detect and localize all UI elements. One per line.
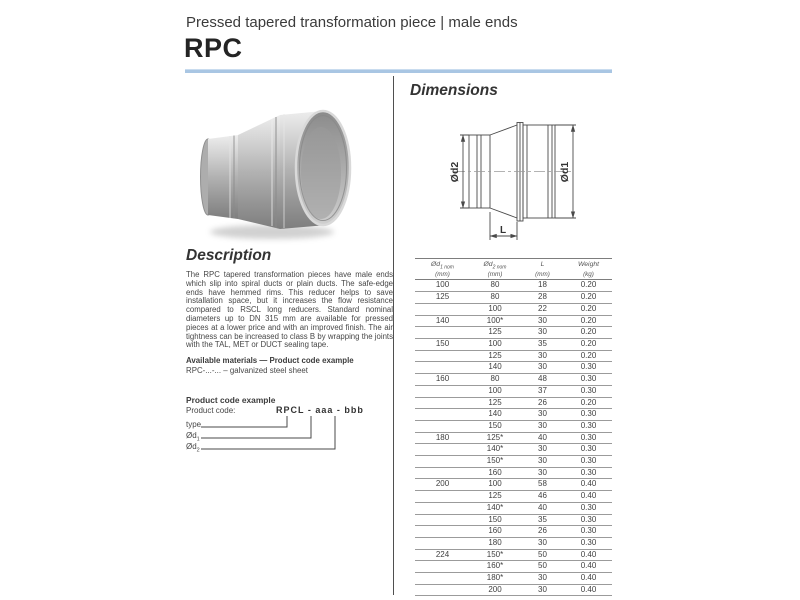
table-cell: 0.40: [565, 549, 612, 561]
table-row: [415, 479, 612, 491]
table-row: [415, 292, 612, 304]
table-cell: 125: [470, 350, 520, 362]
table-cell: 0.20: [565, 327, 612, 339]
product-code-heading: Product code example: [186, 395, 276, 405]
table-cell: 100: [470, 479, 520, 491]
table-cell: 35: [520, 514, 565, 526]
table-row: [415, 327, 612, 339]
table-row: [415, 420, 612, 432]
table-row: [415, 514, 612, 526]
table-cell: [415, 409, 470, 421]
table-row: [415, 350, 612, 362]
table-cell: 26: [520, 397, 565, 409]
legend-type-label: [186, 420, 201, 432]
table-cell: 40: [520, 502, 565, 514]
table-cell: 150: [470, 514, 520, 526]
table-cell: 125: [415, 292, 470, 304]
table-cell: 30: [520, 444, 565, 456]
table-row: [415, 549, 612, 561]
table-cell: 80: [470, 280, 520, 292]
table-row: [415, 537, 612, 549]
page-title: RPC: [184, 33, 243, 63]
materials-heading: Available materials — Product code example: [186, 356, 354, 365]
table-cell: 46: [520, 491, 565, 503]
materials-line: RPC-...-... – galvanized steel sheet: [186, 366, 308, 375]
page-subtitle: Pressed tapered transformation piece | male ends: [186, 14, 518, 31]
table-cell: 100: [470, 385, 520, 397]
table-cell: 0.20: [565, 350, 612, 362]
table-cell: 150*: [470, 549, 520, 561]
table-cell: 0.40: [565, 491, 612, 503]
accent-rule: [185, 69, 612, 73]
legend-d1-text: Ød: [186, 431, 197, 440]
table-cell: [415, 327, 470, 339]
col-header-d1: [415, 259, 470, 280]
table-row: [415, 397, 612, 409]
table-cell: 80: [470, 374, 520, 386]
table-cell: 0.30: [565, 537, 612, 549]
technical-drawing: [438, 106, 592, 251]
table-row: [415, 502, 612, 514]
col-header-length-unit: (mm): [535, 270, 550, 278]
dimensions-table: [415, 258, 612, 596]
col-header-d2-unit: (mm): [487, 270, 503, 278]
table-cell: 140*: [470, 444, 520, 456]
table-cell: 0.20: [565, 280, 612, 292]
col-header-length-main: L: [540, 261, 545, 268]
dimensions-table-body: [415, 280, 612, 596]
table-cell: [415, 385, 470, 397]
product-code-connector-lines: [184, 404, 354, 459]
table-cell: 125*: [470, 432, 520, 444]
table-row: [415, 456, 612, 468]
table-cell: 30: [520, 327, 565, 339]
table-cell: [415, 502, 470, 514]
table-cell: 125: [470, 491, 520, 503]
table-cell: 224: [415, 549, 470, 561]
table-cell: 30: [520, 350, 565, 362]
table-cell: 140*: [470, 502, 520, 514]
photo-shadow: [210, 225, 334, 239]
table-cell: 180*: [470, 573, 520, 585]
table-cell: [415, 573, 470, 585]
table-cell: 150*: [470, 456, 520, 468]
table-cell: 22: [520, 303, 565, 315]
table-cell: 180: [470, 537, 520, 549]
table-cell: 0.30: [565, 385, 612, 397]
table-cell: 140: [470, 409, 520, 421]
product-code-label: Product code:: [186, 406, 236, 415]
legend-d2-text: Ød: [186, 442, 197, 451]
table-cell: 100: [470, 303, 520, 315]
table-cell: [415, 561, 470, 573]
table-row: [415, 374, 612, 386]
col-header-length: [520, 259, 565, 280]
dimensions-table-header: [415, 259, 612, 280]
drawing-label-d2: Ød2: [449, 161, 461, 183]
table-row: [415, 561, 612, 573]
table-cell: 100: [470, 338, 520, 350]
table-cell: 160: [470, 467, 520, 479]
table-row: [415, 491, 612, 503]
legend-d1-sub: 1: [196, 436, 200, 443]
table-cell: 0.20: [565, 315, 612, 327]
table-row: [415, 409, 612, 421]
legend-type-text: type: [186, 420, 202, 429]
legend-d2-label: [186, 442, 200, 454]
table-cell: 0.30: [565, 362, 612, 374]
table-cell: [415, 456, 470, 468]
table-cell: 200: [470, 584, 520, 596]
table-cell: 40: [520, 432, 565, 444]
table-cell: 30: [520, 456, 565, 468]
table-cell: [415, 526, 470, 538]
table-cell: 150: [470, 420, 520, 432]
table-row: [415, 303, 612, 315]
table-cell: 180: [415, 432, 470, 444]
table-cell: [415, 444, 470, 456]
table-cell: [415, 467, 470, 479]
table-cell: 80: [470, 292, 520, 304]
table-row: [415, 467, 612, 479]
table-row: [415, 338, 612, 350]
table-cell: 30: [520, 315, 565, 327]
table-cell: 125: [470, 397, 520, 409]
table-cell: 50: [520, 549, 565, 561]
col-header-weight: [565, 259, 612, 280]
col-header-d1-unit: (mm): [435, 270, 450, 278]
table-cell: [415, 350, 470, 362]
table-cell: 35: [520, 338, 565, 350]
table-row: [415, 444, 612, 456]
description-body: The RPC tapered transformation pieces have male ends which slip into spiral ducts or plain ducts. The safe-edge ends have hemmed rims. This reducer helps to save installation space, but it increases the flow resistance compared to RSCL long reducers. Standard nominal diameters up to DN 315 mm are available for pressed pieces at a lower price and with an improved finish. The air tightness can be increased to class B by wrapping the joints with the TAL, MET or DUCT sealing tape.: [186, 270, 393, 350]
table-cell: 125: [470, 327, 520, 339]
table-cell: 0.30: [565, 456, 612, 468]
table-cell: 150: [415, 338, 470, 350]
table-cell: [415, 584, 470, 596]
table-row: [415, 280, 612, 292]
table-row: [415, 315, 612, 327]
table-cell: 0.30: [565, 409, 612, 421]
col-header-d1-main: Ød: [431, 261, 441, 268]
table-cell: 0.30: [565, 444, 612, 456]
product-photo: [192, 100, 357, 245]
table-cell: 0.20: [565, 338, 612, 350]
table-cell: 30: [520, 362, 565, 374]
table-cell: 0.40: [565, 573, 612, 585]
table-cell: 0.30: [565, 467, 612, 479]
table-cell: 100: [415, 280, 470, 292]
table-cell: 160: [470, 526, 520, 538]
description-heading: Description: [186, 247, 272, 264]
table-header-row: [415, 259, 612, 280]
table-cell: 28: [520, 292, 565, 304]
table-cell: 0.30: [565, 374, 612, 386]
table-cell: [415, 537, 470, 549]
legend-d1-label: [186, 431, 200, 443]
table-cell: [415, 362, 470, 374]
table-cell: 0.40: [565, 584, 612, 596]
table-cell: 30: [520, 584, 565, 596]
table-cell: 48: [520, 374, 565, 386]
table-cell: 18: [520, 280, 565, 292]
table-row: [415, 584, 612, 596]
table-cell: 0.20: [565, 292, 612, 304]
table-cell: [415, 303, 470, 315]
table-cell: 100*: [470, 315, 520, 327]
table-cell: 50: [520, 561, 565, 573]
table-cell: 0.30: [565, 432, 612, 444]
col-header-d2-sub: 2 nom: [492, 264, 507, 271]
product-code-value: RPCL - aaa - bbb: [276, 405, 364, 415]
col-header-d1-sub: 1 nom: [440, 264, 454, 271]
table-cell: 0.20: [565, 303, 612, 315]
table-cell: 37: [520, 385, 565, 397]
col-header-weight-unit: (kg): [583, 270, 594, 278]
table-cell: 30: [520, 420, 565, 432]
table-cell: 0.40: [565, 479, 612, 491]
table-row: [415, 573, 612, 585]
col-header-d2: [470, 259, 520, 280]
table-cell: [415, 420, 470, 432]
table-cell: 30: [520, 537, 565, 549]
table-cell: [415, 491, 470, 503]
table-cell: 140: [415, 315, 470, 327]
table-row: [415, 432, 612, 444]
table-row: [415, 526, 612, 538]
table-cell: 160*: [470, 561, 520, 573]
table-cell: 30: [520, 467, 565, 479]
table-cell: 0.30: [565, 526, 612, 538]
col-header-d2-main: Ød: [483, 261, 493, 268]
table-cell: 30: [520, 573, 565, 585]
drawing-label-d1: Ød1: [559, 161, 571, 183]
table-cell: 0.30: [565, 420, 612, 432]
table-cell: 0.40: [565, 561, 612, 573]
table-cell: 58: [520, 479, 565, 491]
table-cell: 0.30: [565, 514, 612, 526]
dimensions-heading: Dimensions: [410, 82, 498, 99]
table-row: [415, 362, 612, 374]
table-cell: [415, 397, 470, 409]
legend-d2-sub: 2: [196, 447, 200, 454]
table-cell: 200: [415, 479, 470, 491]
column-divider: [393, 76, 394, 595]
col-header-weight-main: Weight: [577, 261, 600, 268]
table-cell: 26: [520, 526, 565, 538]
table-cell: [415, 514, 470, 526]
table-cell: 140: [470, 362, 520, 374]
table-cell: 0.20: [565, 397, 612, 409]
table-row: [415, 385, 612, 397]
table-cell: 160: [415, 374, 470, 386]
table-cell: 30: [520, 409, 565, 421]
drawing-label-length: L: [499, 225, 507, 236]
table-cell: 0.30: [565, 502, 612, 514]
